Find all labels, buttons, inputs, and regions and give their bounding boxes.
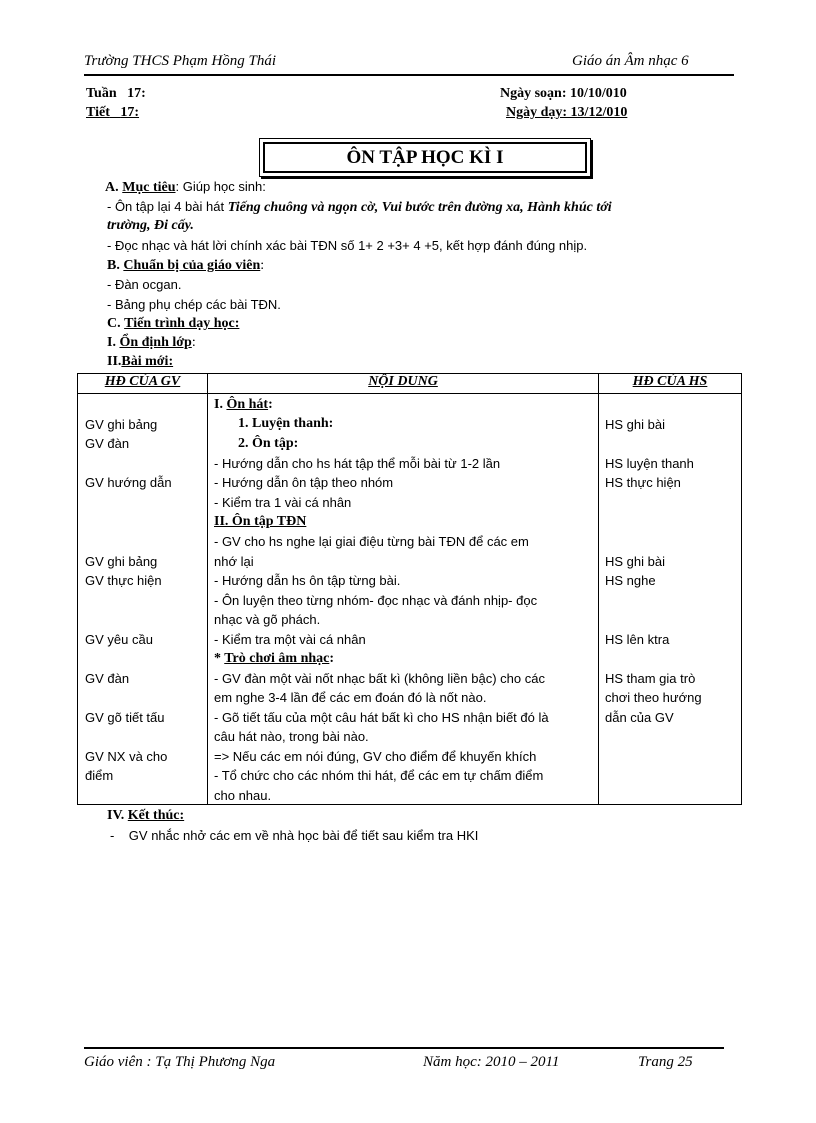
section-4-line	[110, 828, 478, 843]
week-label: Tuần	[86, 86, 117, 101]
teach-date: Ngày dạy: 13/12/010	[506, 105, 628, 120]
section-2-label: II.	[107, 354, 122, 369]
section-1-title: Ổn định lớp	[119, 335, 192, 350]
school-name: Trường THCS Phạm Hồng Thái	[84, 53, 277, 69]
title-box	[259, 138, 591, 177]
hs-column	[599, 394, 742, 805]
section-a-heading	[105, 179, 266, 196]
content-line: - Gõ tiết tấu của một câu hát bất kì cho HS nhận biết đó là	[214, 710, 549, 725]
game-star: *	[214, 651, 221, 666]
gv-item: GV thực hiện	[85, 573, 162, 588]
content-line: cho nhau.	[214, 788, 272, 803]
section-a-intro: : Giúp học sinh:	[175, 179, 266, 194]
content-s2-heading: II. Ôn tập TĐN	[214, 514, 307, 529]
content-line: - Hướng dẫn hs ôn tập từng bài.	[214, 573, 401, 588]
week-line	[86, 86, 146, 102]
hs-item: HS luyện thanh	[605, 456, 694, 471]
period-value: 17:	[120, 105, 140, 120]
period-label: Tiết	[86, 105, 110, 120]
gv-item: điểm	[85, 768, 114, 783]
section-b-title: Chuẩn bị của giáo viên	[123, 258, 261, 273]
content-line: - Kiểm tra một vài cá nhân	[214, 632, 366, 647]
hs-item: HS tham gia trò	[605, 671, 696, 686]
content-line: - GV cho hs nghe lại giai điệu từng bài TĐN để các em	[214, 534, 529, 549]
content-line: - Hướng dẫn ôn tập theo nhóm	[214, 475, 394, 490]
header-rule	[84, 74, 734, 76]
game-title: Trò chơi âm nhạc	[224, 651, 330, 666]
section-b-line1: - Đàn ocgan.	[107, 277, 182, 292]
section-4-label: IV.	[107, 808, 125, 823]
section-4-heading	[107, 808, 184, 824]
section-b-heading	[107, 258, 264, 274]
gv-column	[78, 394, 208, 805]
hs-item: HS ghi bài	[605, 554, 665, 569]
section-a-label: A.	[105, 180, 119, 195]
hs-item: HS lên ktra	[605, 632, 670, 647]
content-line: - Ôn luyện theo từng nhóm- đọc nhạc và đánh nhịp- đọc	[214, 593, 538, 608]
teacher-name: Giáo viên : Tạ Thị Phương Nga	[84, 1054, 276, 1070]
content-line: => Nếu các em nói đúng, GV cho điểm để khuyến khích	[214, 749, 537, 764]
lesson-table	[77, 373, 742, 805]
gv-item: GV ghi bảng	[85, 554, 158, 569]
content-line: - GV đàn một vài nốt nhạc bất kì (không liền bậc) cho các	[214, 671, 545, 686]
subject-name: Giáo án Âm nhạc 6	[572, 53, 689, 69]
gv-item: GV ghi bảng	[85, 417, 158, 432]
section-c-label: C.	[107, 316, 121, 331]
section-a-line1	[107, 199, 612, 216]
header-gv: HĐ CỦA GV	[78, 374, 208, 394]
section-a-line2: - Đọc nhạc và hát lời chính xác bài TĐN số 1+ 2 +3+ 4 +5, kết hợp đánh đúng nhịp.	[107, 238, 588, 253]
content-line: - Tổ chức cho các nhóm thi hát, để các em tự chấm điểm	[214, 768, 544, 783]
header-hs: HĐ CỦA HS	[599, 374, 742, 394]
section-2-heading	[107, 354, 173, 370]
hs-item: HS thực hiện	[605, 475, 681, 490]
content-item2: 2. Ôn tập:	[238, 436, 299, 451]
content-line: câu hát nào, trong bài nào.	[214, 729, 369, 744]
hs-item: HS ghi bài	[605, 417, 665, 432]
gv-item: GV hướng dẫn	[85, 475, 172, 490]
gv-item: GV yêu cầu	[85, 632, 153, 647]
song-list: Tiếng chuông và ngọn cờ, Vui bước trên đường xa, Hành khúc tới	[227, 200, 612, 215]
content-line: - Kiểm tra 1 vài cá nhân	[214, 495, 352, 510]
content-line: nhớ lại	[214, 554, 254, 569]
hs-item: chơi theo hướng	[605, 690, 702, 705]
section-4-dash: -	[110, 828, 115, 843]
gv-item: GV NX và cho	[85, 749, 168, 764]
gv-item: GV gõ tiết tấu	[85, 710, 165, 725]
hs-item: HS nghe	[605, 573, 656, 588]
footer-rule	[84, 1047, 724, 1049]
content-line: em nghe 3-4 lần để các em đoán đó là nốt nào.	[214, 690, 487, 705]
prep-date: Ngày soạn: 10/10/010	[500, 86, 627, 101]
hs-item: dẫn của GV	[605, 710, 674, 725]
content-item1: 1. Luyện thanh:	[238, 416, 334, 431]
content-s1-label: I.	[214, 397, 223, 412]
section-b-line2: - Bảng phụ chép các bài TĐN.	[107, 297, 281, 312]
lesson-title: ÔN TẬP HỌC KÌ I	[263, 142, 587, 173]
section-c-title: Tiến trình dạy học:	[124, 316, 240, 331]
section-1-colon: :	[191, 335, 196, 350]
period-line	[86, 105, 139, 121]
section-4-title: Kết thúc:	[127, 808, 185, 823]
content-game-heading: * Trò chơi âm nhạc:	[214, 651, 335, 666]
content-column	[208, 394, 599, 805]
content-line: - Hướng dẫn cho hs hát tập thể mỗi bài từ 1-2 lần	[214, 456, 501, 471]
section-b-colon: :	[260, 258, 265, 273]
section-2-title: Bài mới:	[121, 354, 174, 369]
section-4-text: GV nhắc nhở các em về nhà học bài để tiết sau kiểm tra HKI	[128, 828, 479, 843]
week-value: 17:	[127, 86, 146, 101]
page-number: Trang 25	[638, 1054, 693, 1070]
content-s1-title: Ôn hát	[226, 397, 269, 412]
section-c-heading	[107, 316, 239, 332]
section-a-line1-prefix: - Ôn tập lại 4 bài hát	[107, 199, 228, 214]
section-1-label: I.	[107, 335, 116, 350]
table-body-row	[78, 394, 742, 805]
gv-item: GV đàn	[85, 436, 130, 451]
content-s1-heading: I. Ôn hát:	[214, 397, 273, 412]
content-line: nhạc và gõ phách.	[214, 612, 321, 627]
table-header-row	[78, 374, 742, 394]
header-content: NỘI DUNG	[208, 374, 599, 394]
school-year: Năm học: 2010 – 2011	[423, 1054, 560, 1070]
section-b-label: B.	[107, 258, 120, 273]
song-list-cont: trường, Đi cấy.	[107, 218, 194, 233]
gv-item: GV đàn	[85, 671, 130, 686]
section-a-title: Mục tiêu	[122, 180, 176, 195]
section-1-heading	[107, 335, 196, 351]
